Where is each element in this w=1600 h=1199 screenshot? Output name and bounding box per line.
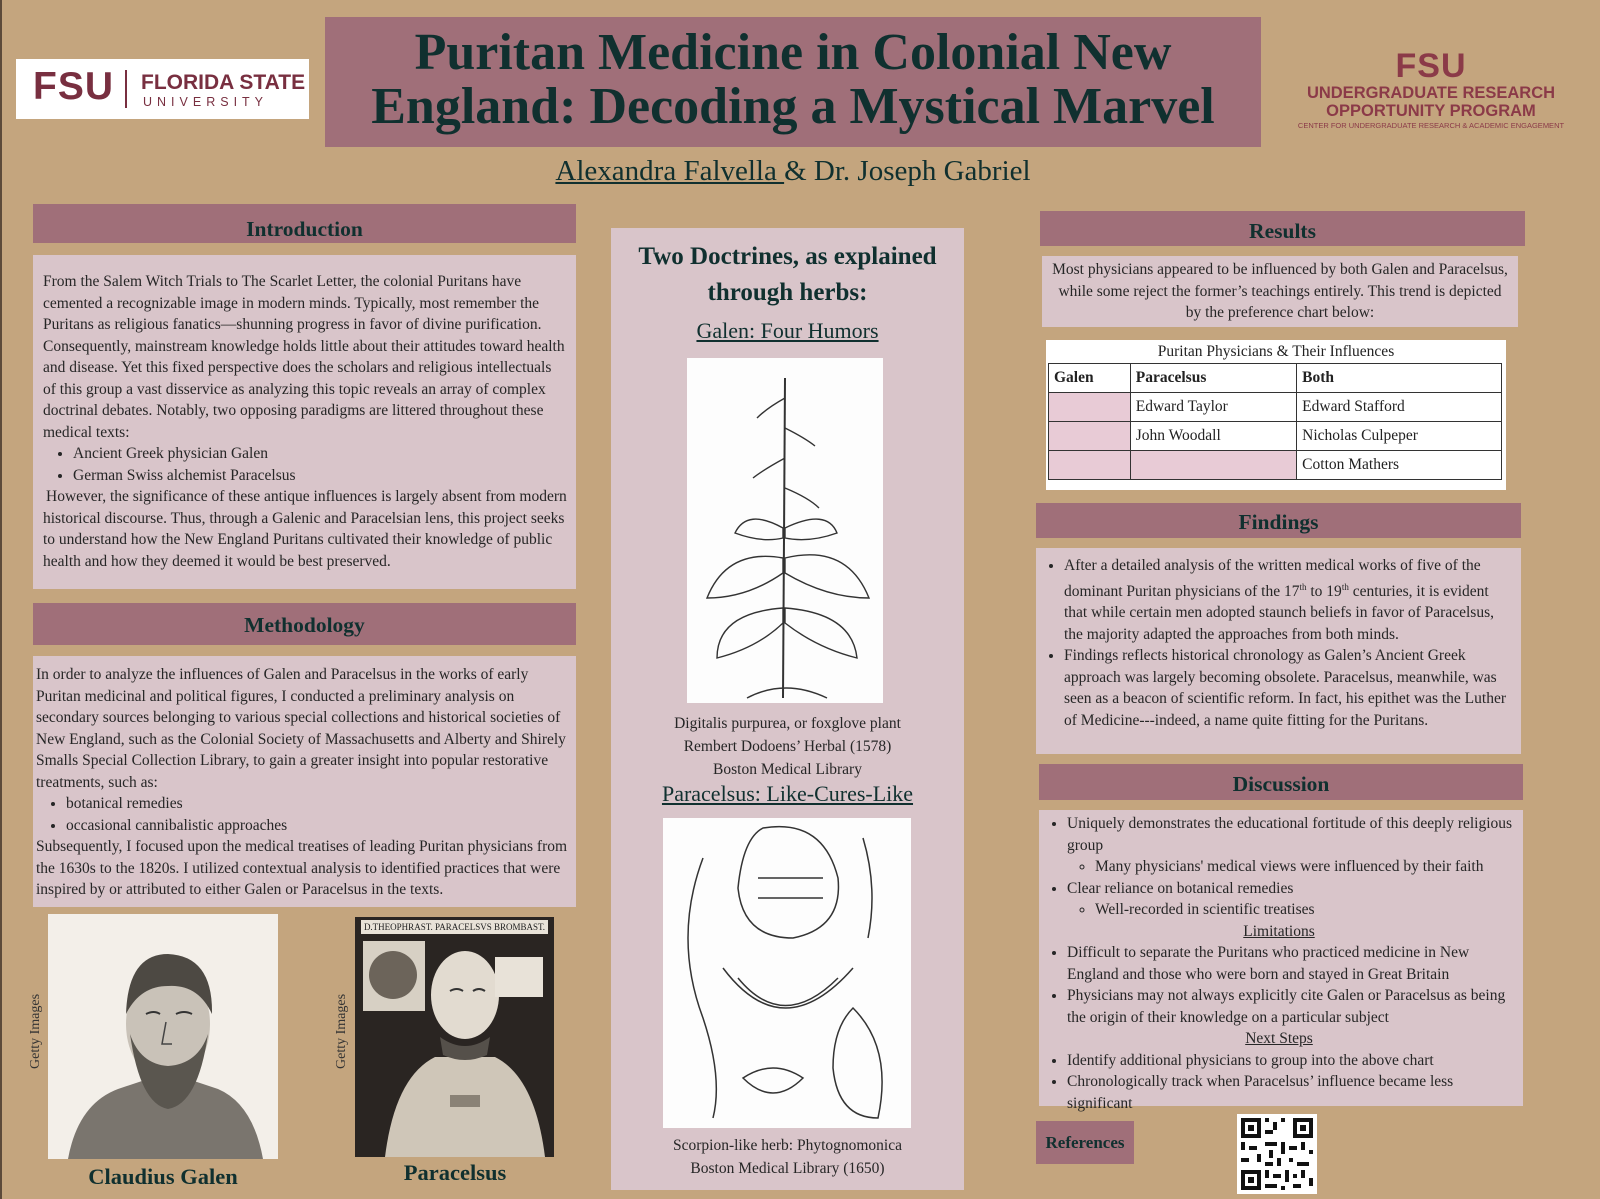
introduction-panel (33, 255, 576, 589)
page-edge (0, 0, 2, 1199)
galen-caption-line1: Digitalis purpurea, or foxglove plant (674, 715, 901, 732)
table-header-row (1049, 364, 1502, 393)
table-cell (1130, 451, 1296, 480)
finding-1-sup1: th (1299, 581, 1307, 592)
influences-table-box (1046, 340, 1506, 490)
column-header-galen: Galen (1049, 364, 1131, 393)
results-heading: Results (1040, 211, 1525, 246)
table-row (1049, 422, 1502, 451)
urop-logo-line3: CENTER FOR UNDERGRADUATE RESEARCH & ACADEMIC ENGAGEMENT (1297, 121, 1565, 130)
column-header-both: Both (1297, 364, 1502, 393)
table-cell: John Woodall (1130, 422, 1296, 451)
methodology-list (36, 793, 572, 836)
influences-table (1048, 363, 1502, 480)
column-header-paracelsus: Paracelsus (1130, 364, 1296, 393)
fsu-logo (16, 59, 309, 119)
photo-credit-galen: Getty Images (28, 993, 43, 1069)
logo-divider (125, 70, 127, 108)
paracelsus-portrait (355, 917, 554, 1157)
urop-logo-mark: FSU (1395, 47, 1467, 85)
list-item: ◦ Well-recorded in scientific treatises (1095, 899, 1519, 921)
paracelsus-caption-line1: Scorpion-like herb: Phytognomonica (672, 1137, 903, 1154)
list-item (1067, 813, 1519, 878)
limitations-list (1039, 942, 1519, 1028)
finding-1-pre: After a detailed analysis of the written medical works of five of the dominant Puritan physicians of the 17 (1064, 557, 1481, 600)
poster-title-line2: England: Decoding a Mystical Marvel (371, 78, 1215, 135)
methodology-heading: Methodology (33, 603, 576, 645)
list-item (1067, 878, 1519, 921)
galen-doctrine-title: Galen: Four Humors (696, 318, 879, 343)
engraving-banner: D.THEOPHRAST. PARACELSVS BROMBAST. (361, 920, 548, 934)
finding-1-post: centuries, it is evident that while certain men adopted staunch beliefs in favor of Paracelsus, the majority adapted the approaches from both minds. (1064, 582, 1494, 643)
methodology-para1: In order to analyze the influences of Galen and Paracelsus in the works of early Puritan medicinal and political figures, I conducted a preliminary analysis on secondary sources belonging to various special collections and historical societies of New England, such as the Colonial Society of Massachusetts and Alberty and Shirely Smalls Special Collection Library, to gain a greater insight into popular restorative treatments, such as: (36, 666, 566, 791)
fsu-logo-mark: FSU (33, 65, 114, 108)
introduction-heading: Introduction (33, 204, 576, 243)
list-item: • Ancient Greek physician Galen (73, 443, 568, 465)
finding-1-sup2: th (1341, 581, 1349, 592)
galen-caption: Claudius Galen (88, 1164, 238, 1189)
table-row (1049, 393, 1502, 422)
author-rest: & Dr. Joseph Gabriel (784, 155, 1031, 187)
table-cell (1049, 393, 1131, 422)
urop-logo-line1: UNDERGRADUATE RESEARCH (1306, 84, 1556, 102)
discussion-sublist (1067, 899, 1519, 921)
introduction-para1: From the Salem Witch Trials to The Scarlet Letter, the colonial Puritans have cemented a recognizable image in modern minds. Typically, most remember the Puritans as religious fanatics—shunning progress in favor of divine purification. Consequently, mainstream knowledge holds little about their attitudes toward health and disease. Yet this fixed perspective does the scholars and religious intellectuals of this group a vast disservice as analyzing this topic reveals an array of complex doctrinal debates. Notably, two opposing paradigms are littered throughout these medical texts: (43, 273, 565, 441)
table-cell: Edward Taylor (1130, 393, 1296, 422)
doctrines-heading: Two Doctrines, as explained through herbs: (638, 243, 937, 306)
limitations-label: Limitations (1243, 922, 1315, 940)
title-banner (325, 17, 1261, 147)
galen-caption-line2: Rembert Dodoens’ Herbal (1578) (683, 738, 892, 755)
list-item: • botanical remedies (66, 793, 572, 815)
methodology-panel (33, 656, 576, 907)
table-cell: Edward Stafford (1297, 393, 1502, 422)
next-steps-list (1039, 1050, 1519, 1115)
table-cell: Nicholas Culpeper (1297, 422, 1502, 451)
discussion-point-1: Uniquely demonstrates the educational fortitude of this deeply religious group (1067, 815, 1513, 854)
list-item (1064, 555, 1513, 645)
paracelsus-caption-line2: Boston Medical Library (1650) (690, 1160, 885, 1177)
list-item: • Chronologically track when Paracelsus’ influence became less significant (1067, 1071, 1519, 1114)
discussion-point-2: Clear reliance on botanical remedies (1067, 879, 1294, 897)
discussion-list (1039, 813, 1519, 921)
table-cell: Cotton Mathers (1297, 451, 1502, 480)
methodology-para2: Subsequently, I focused upon the medical treatises of leading Puritan physicians from the 1630s to the 1820s. I utilized contextual analysis to identified practices that were inspired by or attributed to either Galen or Paracelsus in the texts. (36, 838, 568, 898)
author-primary: Alexandra Falvella (555, 155, 785, 187)
galen-illustration-caption (611, 712, 964, 781)
list-item: • Difficult to separate the Puritans who practiced medicine in New England and those who were born and stayed in Great Britain (1067, 942, 1519, 985)
fsu-logo-name-line2: UNIVERSITY (143, 95, 269, 109)
table-row (1049, 451, 1502, 480)
introduction-para2: However, the significance of these antique influences is largely absent from modern historical discourse. Thus, through a Galenic and Paracelsian lens, this project seeks to understand how the New England Puritans cultivated their knowledge of public health and how they deemed it would be best preserved. (43, 488, 567, 570)
table-cell (1049, 451, 1131, 480)
influences-table-title: Puritan Physicians & Their Influences (1157, 343, 1395, 360)
list-item: • Identify additional physicians to group into the above chart (1067, 1050, 1519, 1072)
galen-portrait (48, 914, 278, 1159)
next-steps-label: Next Steps (1245, 1030, 1313, 1047)
list-item: • German Swiss alchemist Paracelsus (73, 465, 568, 487)
list-item: • occasional cannibalistic approaches (66, 815, 572, 837)
fsu-logo-name-line1: FLORIDA STATE (141, 71, 306, 94)
references-button[interactable]: References (1036, 1121, 1134, 1164)
list-item: • Physicians may not always explicitly cite Galen or Paracelsus as being the origin of their knowledge on a particular subject (1067, 985, 1519, 1028)
doctrines-panel (611, 228, 964, 1190)
poster-title-line1: Puritan Medicine in Colonial New (414, 24, 1172, 81)
paracelsus-doctrine-title: Paracelsus: Like-Cures-Like (661, 781, 914, 806)
discussion-panel (1039, 810, 1523, 1112)
results-panel (1042, 256, 1518, 327)
urop-logo (1270, 48, 1592, 138)
qr-code[interactable] (1237, 1114, 1317, 1194)
list-item: ◦ Many physicians' medical views were influenced by their faith (1095, 856, 1519, 878)
results-text: Most physicians appeared to be influenced by both Galen and Paracelsus, while some reject the former’s teachings entirely. This trend is depicted by the preference chart below: (1052, 261, 1508, 321)
findings-list (1036, 555, 1513, 731)
paracelsus-illustration-caption (611, 1134, 964, 1180)
list-item: • Findings reflects historical chronology as Galen’s Ancient Greek approach was largely becoming obsolete. Paracelsus, meanwhile, was seen as a beacon of scientific reform. In fact, his epithet was the Luther of Medicine---indeed, a name quite fitting for the Puritans. (1064, 645, 1513, 731)
findings-panel (1036, 548, 1521, 754)
introduction-list (43, 443, 568, 486)
table-cell (1049, 422, 1131, 451)
galen-caption-line3: Boston Medical Library (713, 761, 862, 778)
finding-1-mid: to 19 (1306, 582, 1342, 600)
discussion-heading: Discussion (1039, 764, 1523, 800)
scorpion-herb-illustration (663, 818, 911, 1128)
authors (325, 155, 1261, 188)
findings-heading: Findings (1036, 503, 1521, 538)
photo-credit-paracelsus: Getty Images (334, 993, 349, 1069)
urop-logo-line2: OPPORTUNITY PROGRAM (1326, 102, 1536, 120)
paracelsus-caption: Paracelsus (403, 1160, 507, 1185)
discussion-sublist (1067, 856, 1519, 878)
foxglove-illustration (687, 358, 883, 703)
